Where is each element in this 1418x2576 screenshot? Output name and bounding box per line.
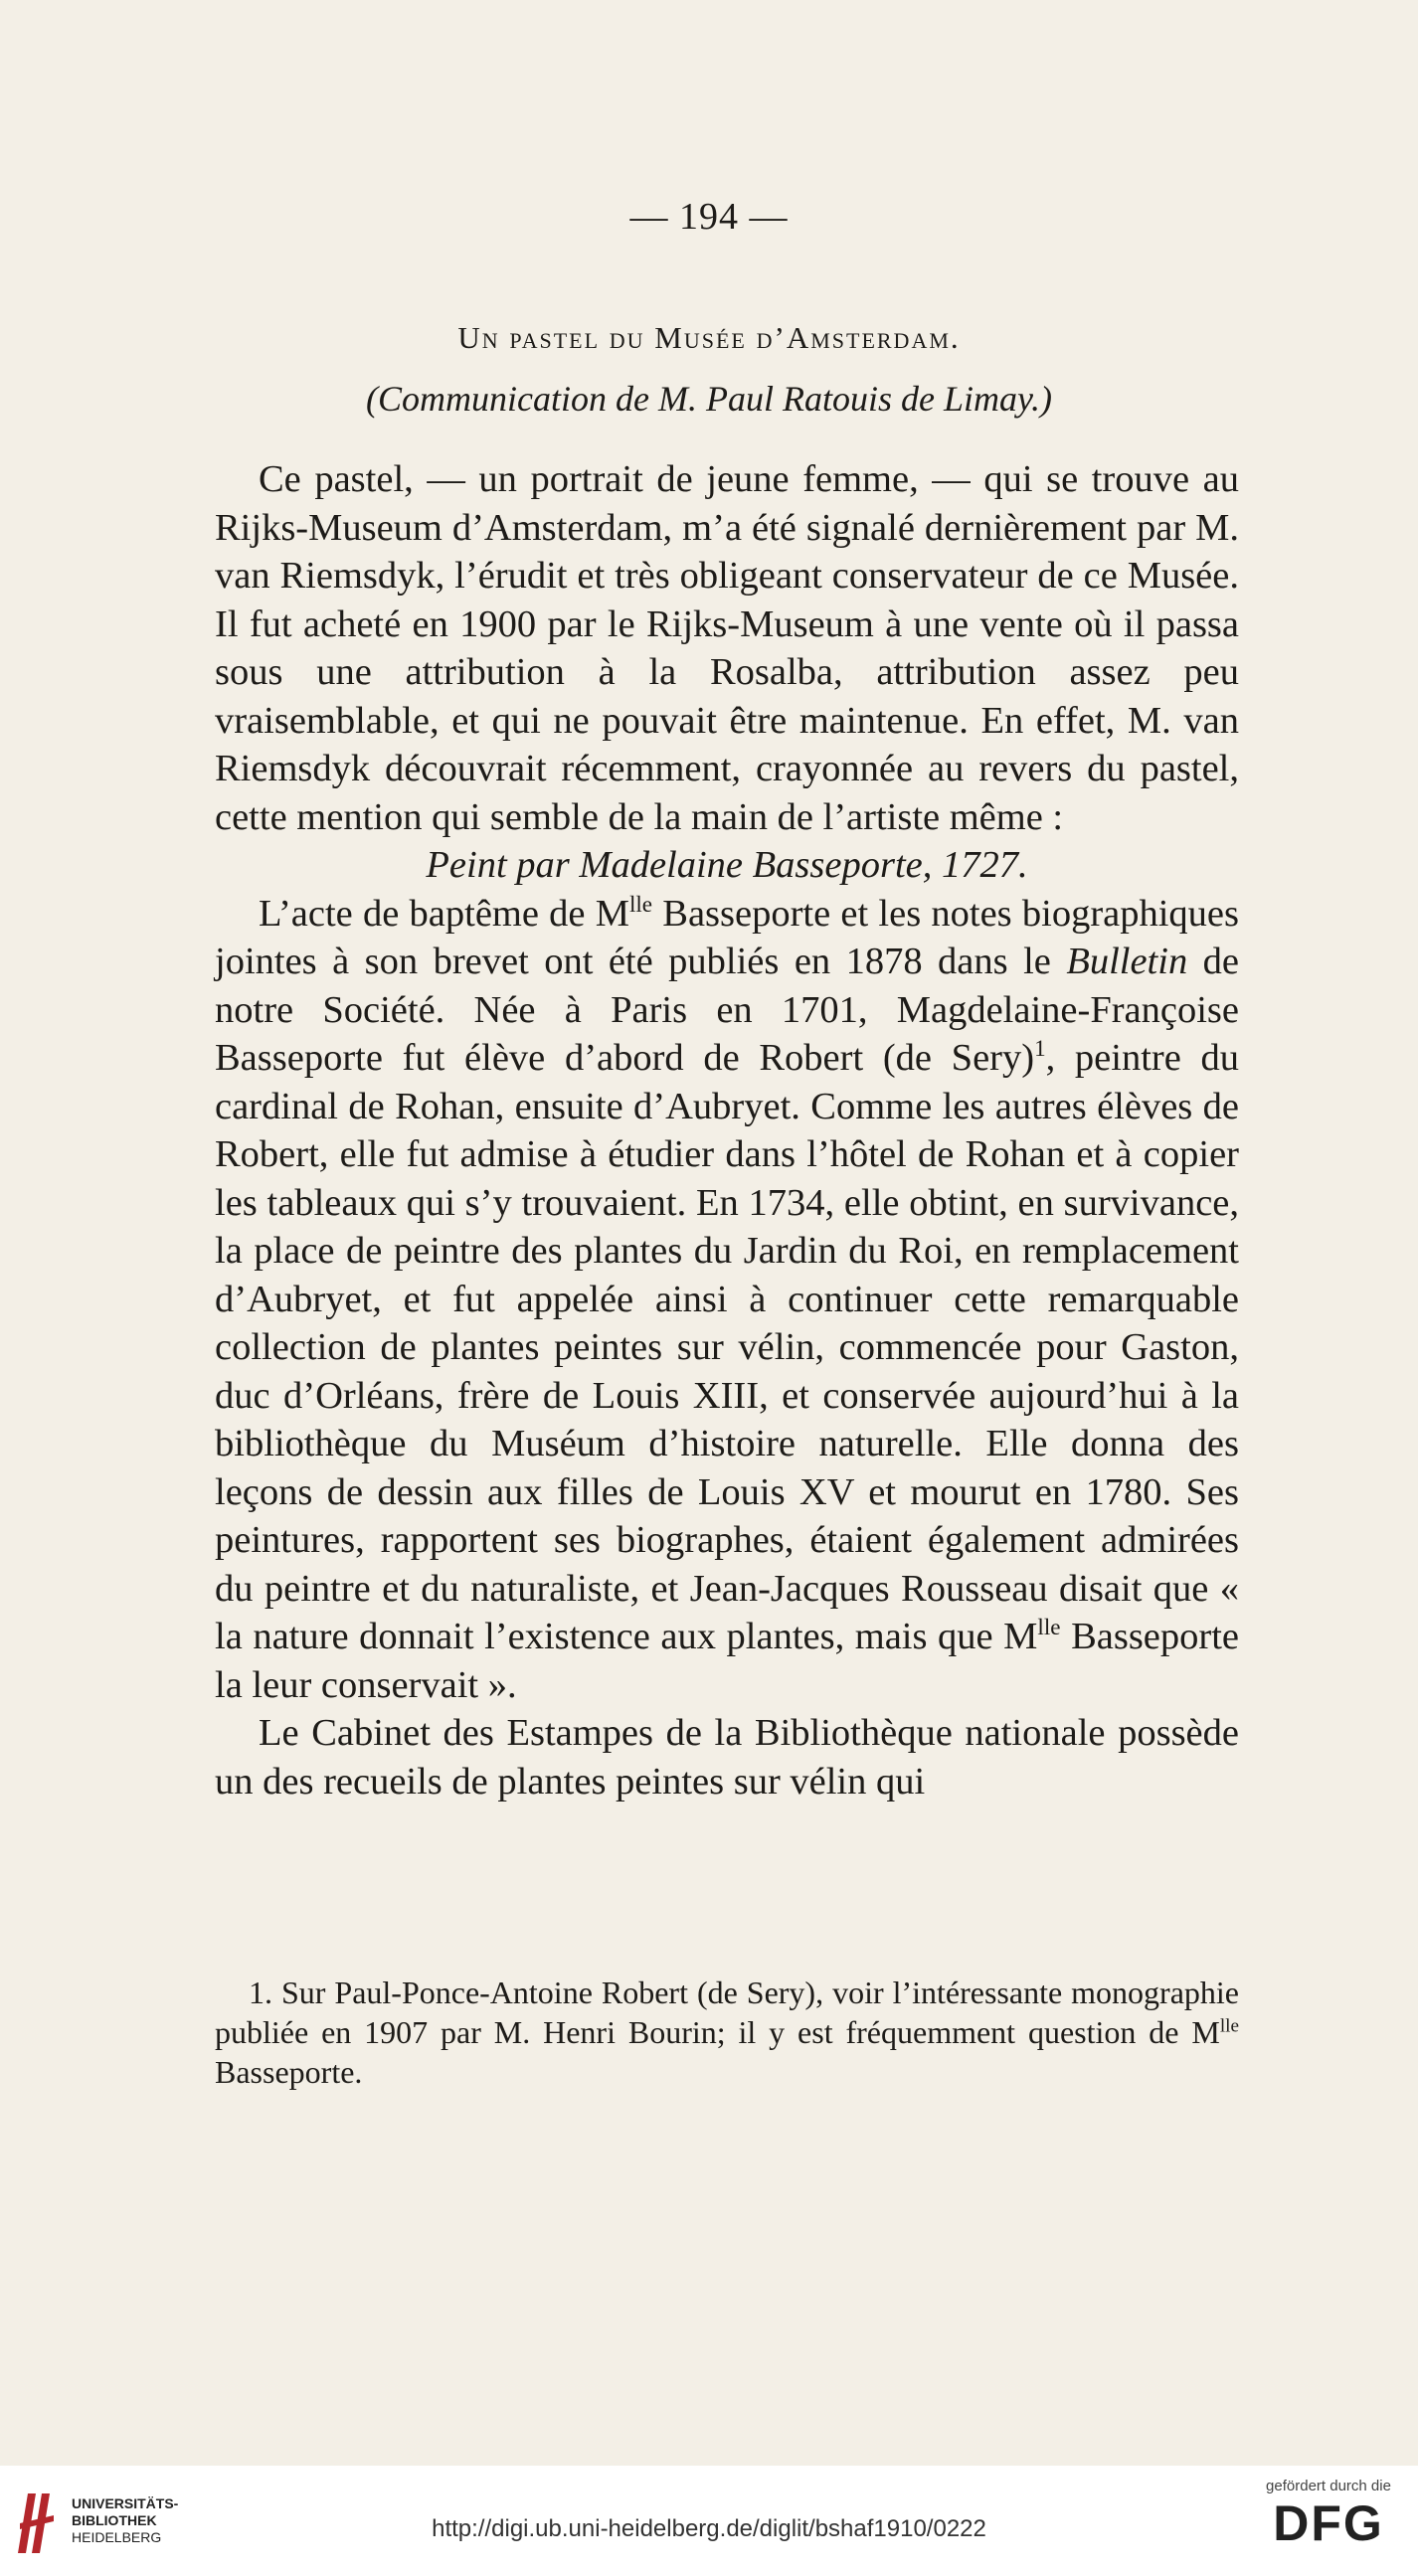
library-line-1: UNIVERSITÄTS- bbox=[72, 2495, 179, 2511]
dfg-logo[interactable] bbox=[1259, 2478, 1398, 2552]
paragraph-2 bbox=[215, 890, 1239, 1710]
article-title: Un pastel du Musée d’Amsterdam. bbox=[457, 320, 961, 355]
dfg-wordmark: DFG bbox=[1273, 2495, 1384, 2551]
p2-text-2: Basseporte et les notes biographiques jointes à son brevet ont été publiés en 1878 dans le bbox=[215, 892, 1239, 982]
quoted-inscription: Peint par Madelaine Basseporte, 1727. bbox=[426, 844, 1028, 886]
p2-sup-1: lle bbox=[628, 890, 653, 917]
footnote-text-1: 1. Sur Paul-Ponce-Antoine Robert (de Sery), voir l’intéressante monographie publiée en 1907 par M. Henri Bourin; il y est fréquemment question de M bbox=[215, 1975, 1239, 2050]
footnote-reference: 1 bbox=[1034, 1035, 1046, 1062]
p2-sup-2: lle bbox=[1037, 1614, 1061, 1640]
dfg-caption: gefördert durch die bbox=[1266, 2478, 1391, 2494]
footer-bar bbox=[0, 2466, 1418, 2576]
permalink-url[interactable]: http://digi.ub.uni-heidelberg.de/diglit/bshaf1910/0222 bbox=[432, 2515, 986, 2542]
p2-text-4: , peintre du cardinal de Rohan, ensuite d’Aubryet. Comme les autres élèves de Robert, elle fut admise à étudier dans l’hôtel de Rohan et à copier les tableaux qui s’y trouvaient. En 1734, elle obtint, en survivance, la place de peintre des plantes du Jardin du Roi, en remplacement d’Aubryet, et fut appelée ainsi à continuer cette remarquable collection de plantes peintes sur vélin, commencée pour Gaston, duc d’Orléans, frère de Louis XIII, et conservée aujourd’hui à la bibliothèque du Muséum d’histoire naturelle. Elle donna des leçons de dessin aux filles de Louis XV et mourut en 1780. Ses peintures, rapportent ses biographes, étaient également admirées du peintre et du naturaliste, et Jean-Jacques Rousseau disait que « la nature donnait l’existence aux plantes, mais que M bbox=[215, 1037, 1240, 1657]
library-line-3: HEIDELBERG bbox=[72, 2529, 162, 2545]
p2-text-1: L’acte de baptême de M bbox=[259, 892, 629, 935]
p2-text-5: Basseporte la leur conservait ». bbox=[215, 1616, 1239, 1706]
p2-text-3: de notre Société. Née à Paris en 1701, Magdelaine-Françoise Basseporte fut élève d’abord de Robert (de Sery) bbox=[215, 941, 1240, 1079]
article-body bbox=[215, 455, 1239, 1805]
page-number: — 194 — bbox=[629, 196, 789, 238]
p2-italic: Bulletin bbox=[1066, 941, 1188, 982]
article-subtitle: (Communication de M. Paul Ratouis de Limay.) bbox=[366, 379, 1052, 419]
footnote bbox=[215, 1973, 1239, 2092]
paragraph-1: Ce pastel, — un portrait de jeune femme, — qui se trouve au Rijks-Museum d’Amsterdam, m’a été signalé dernièrement par M. van Riemsdyk, l’érudit et très obligeant conservateur de ce Musée. Il fut acheté en 1900 par le Rijks-Museum à une vente où il passa sous une attribution à la Rosalba, attribution assez peu vraisemblable, et qui ne pouvait être maintenue. En effet, M. van Riemsdyk découvrait récemment, crayonnée au revers du pastel, cette mention qui semble de la main de l’artiste même : bbox=[215, 458, 1239, 838]
footnote-sup: lle bbox=[1219, 2015, 1239, 2037]
library-line-2: BIBLIOTHEK bbox=[72, 2512, 157, 2528]
footnote-text-2: Basseporte. bbox=[215, 2054, 363, 2090]
footnote-text bbox=[215, 1973, 1239, 2092]
paragraph-3: Le Cabinet des Estampes de la Bibliothèque nationale possède un des recueils de plantes peintes sur vélin qui bbox=[215, 1712, 1239, 1803]
